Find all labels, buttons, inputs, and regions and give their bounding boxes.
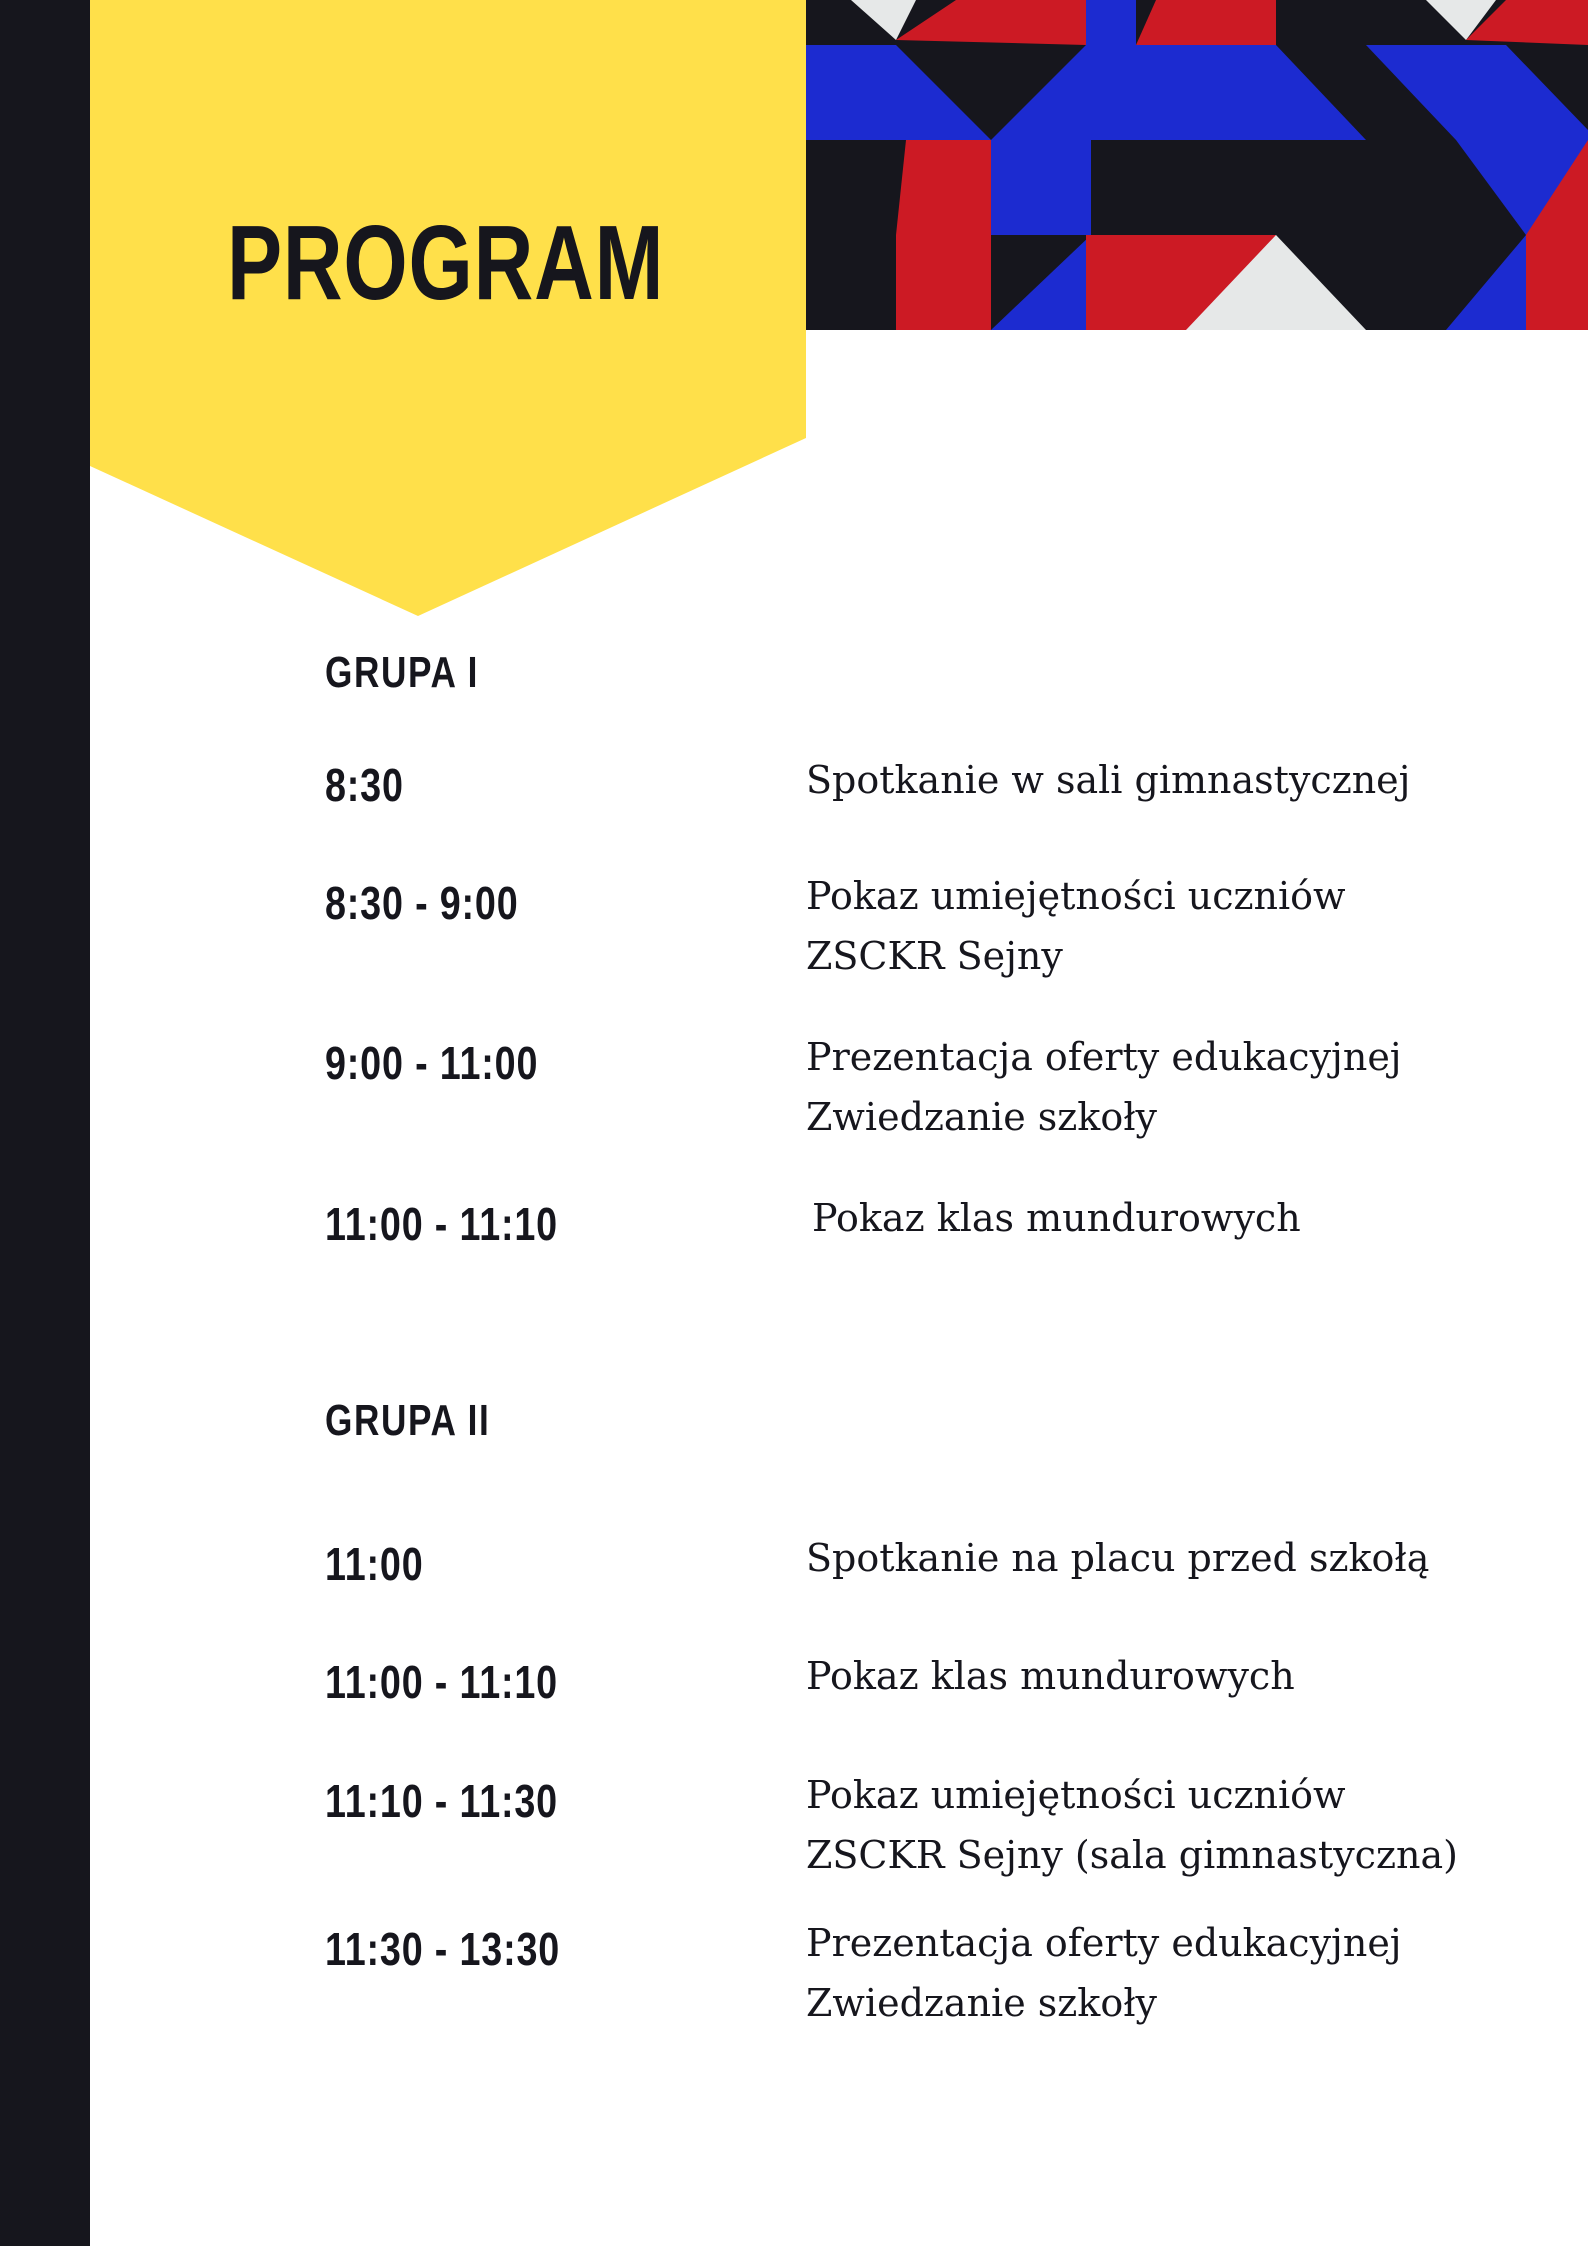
schedule-description-line: Prezentacja oferty edukacyjnej <box>806 1035 1402 1079</box>
schedule-description <box>806 750 1410 810</box>
schedule-description-line: ZSCKR Sejny <box>806 934 1063 978</box>
left-sidebar-stripe <box>0 0 90 2246</box>
schedule-description <box>806 866 1346 986</box>
schedule-description-line: Prezentacja oferty edukacyjnej <box>806 1921 1402 1965</box>
schedule-description-line: Spotkanie na placu przed szkołą <box>806 1536 1430 1580</box>
schedule-time: 8:30 <box>325 759 404 811</box>
schedule-description <box>806 1646 1295 1706</box>
schedule-description-line: Pokaz klas mundurowych <box>812 1196 1301 1240</box>
schedule-time: 11:30 - 13:30 <box>325 1923 561 1975</box>
schedule-time: 11:10 - 11:30 <box>325 1775 558 1827</box>
schedule-description <box>806 1528 1429 1588</box>
schedule-description <box>806 1913 1402 2033</box>
schedule-time: 9:00 - 11:00 <box>325 1037 539 1089</box>
schedule-description-line: Pokaz klas mundurowych <box>806 1654 1295 1698</box>
schedule-time: 11:00 <box>325 1538 424 1590</box>
group-heading-1: GRUPA I <box>325 648 479 697</box>
schedule-description-line: Zwiedzanie szkoły <box>806 1981 1157 2025</box>
schedule-description-line: Spotkanie w sali gimnastycznej <box>806 758 1411 802</box>
page-title: PROGRAM <box>227 204 665 322</box>
schedule-description <box>806 1765 1458 1885</box>
schedule-description-line: Pokaz umiejętności uczniów <box>806 874 1346 918</box>
group-heading-2: GRUPA II <box>325 1396 491 1445</box>
schedule-time: 8:30 - 9:00 <box>325 877 519 929</box>
schedule-description <box>806 1027 1402 1147</box>
schedule-description-line: Zwiedzanie szkoły <box>806 1095 1157 1139</box>
schedule-description-line: ZSCKR Sejny (sala gimnastyczna) <box>806 1833 1458 1877</box>
schedule-description <box>812 1188 1301 1248</box>
schedule-time: 11:00 - 11:10 <box>325 1198 558 1250</box>
schedule-time: 11:00 - 11:10 <box>325 1656 558 1708</box>
schedule-description-line: Pokaz umiejętności uczniów <box>806 1773 1346 1817</box>
geometric-pattern-decoration <box>806 0 1588 330</box>
